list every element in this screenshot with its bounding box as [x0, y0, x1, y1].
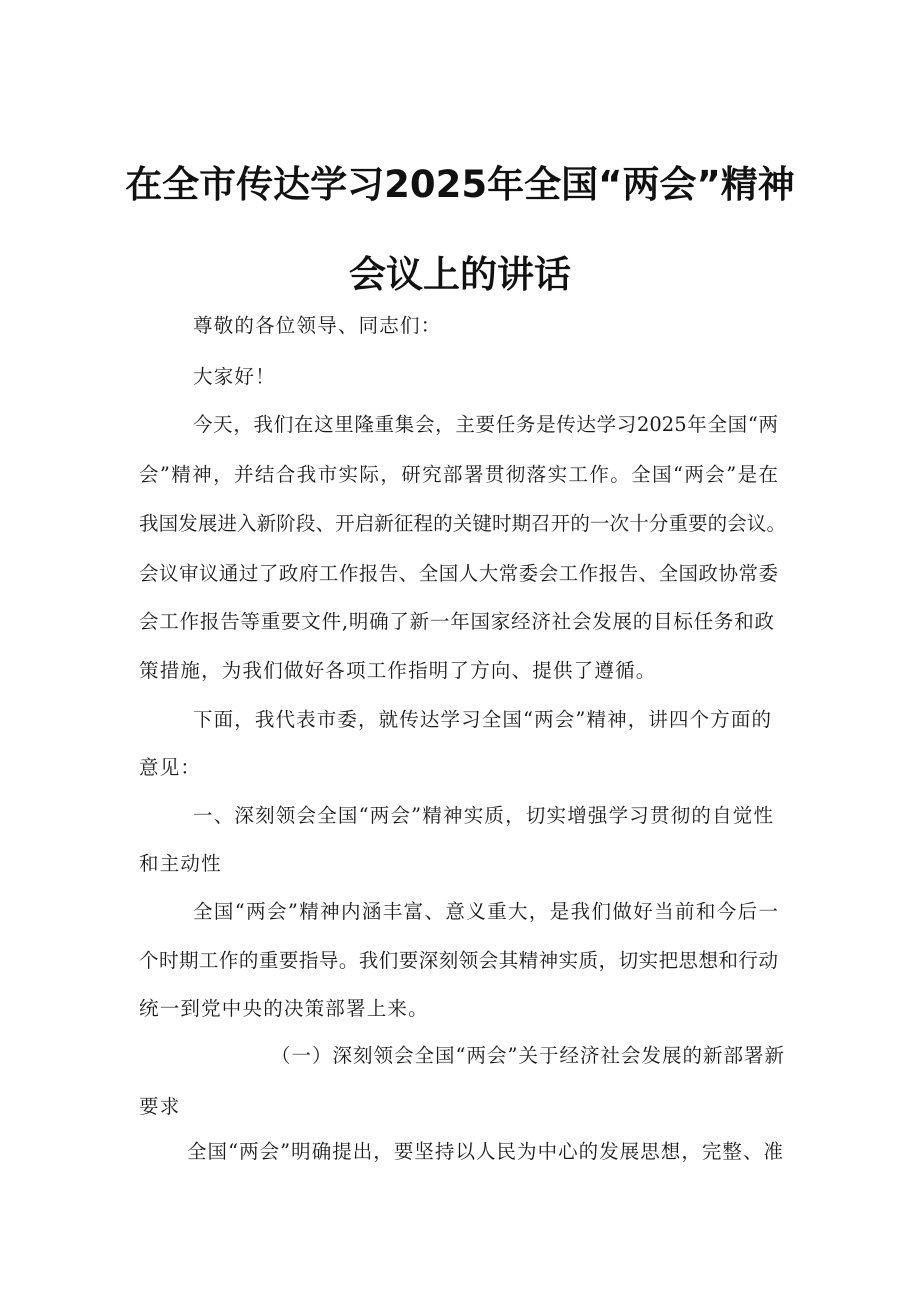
section-heading-line: 一、深刻领会全国“两会”精神实质，切实增强学习贯彻的自觉性 [193, 804, 773, 827]
section-heading-line: 和主动性 [139, 852, 222, 875]
paragraph-line: 统一到党中央的决策部署上来。 [139, 997, 429, 1020]
paragraph-line: 会工作报告等重要文件,明确了新一年国家经济社会发展的目标任务和政 [139, 610, 774, 633]
paragraph-line: 策措施，为我们做好各项工作指明了方向、提供了遵循。 [139, 659, 657, 682]
paragraph-line: 意见： [139, 756, 202, 779]
salutation: 尊敬的各位领导、同志们： [193, 314, 442, 337]
paragraph-line: 我国发展进入新阶段、开启新征程的关键时期召开的一次十分重要的会议。 [139, 512, 786, 535]
subsection-heading-line: （一）深刻领会全国“两会”关于经济社会发展的新部署新 [271, 1044, 784, 1067]
paragraph-line: 会议审议通过了政府工作报告、全国人大常委会工作报告、全国政协常委 [139, 562, 778, 585]
greeting: 大家好！ [193, 365, 276, 388]
paragraph-line: 全国“两会”明确提出，要坚持以人民为中心的发展思想，完整、准 [187, 1140, 783, 1163]
paragraph-line: 下面，我代表市委，就传达学习全国“两会”精神，讲四个方面的 [193, 708, 771, 731]
paragraph-line: 会”精神，并结合我市实际，研究部署贯彻落实工作。全国“两会”是在 [139, 463, 778, 486]
document-title-line-2: 会议上的讲话 [349, 253, 571, 296]
paragraph-line: 今天，我们在这里隆重集会，主要任务是传达学习2025年全国“两 [193, 413, 778, 436]
paragraph-line: 全国“两会”精神内涵丰富、意义重大，是我们做好当前和今后一 [193, 900, 778, 923]
paragraph-line: 个时期工作的重要指导。我们要深刻领会其精神实质，切实把思想和行动 [139, 949, 778, 972]
subsection-heading-line: 要求 [139, 1095, 181, 1118]
document-title-line-1: 在全市传达学习2025年全国“两会”精神 [125, 163, 795, 206]
